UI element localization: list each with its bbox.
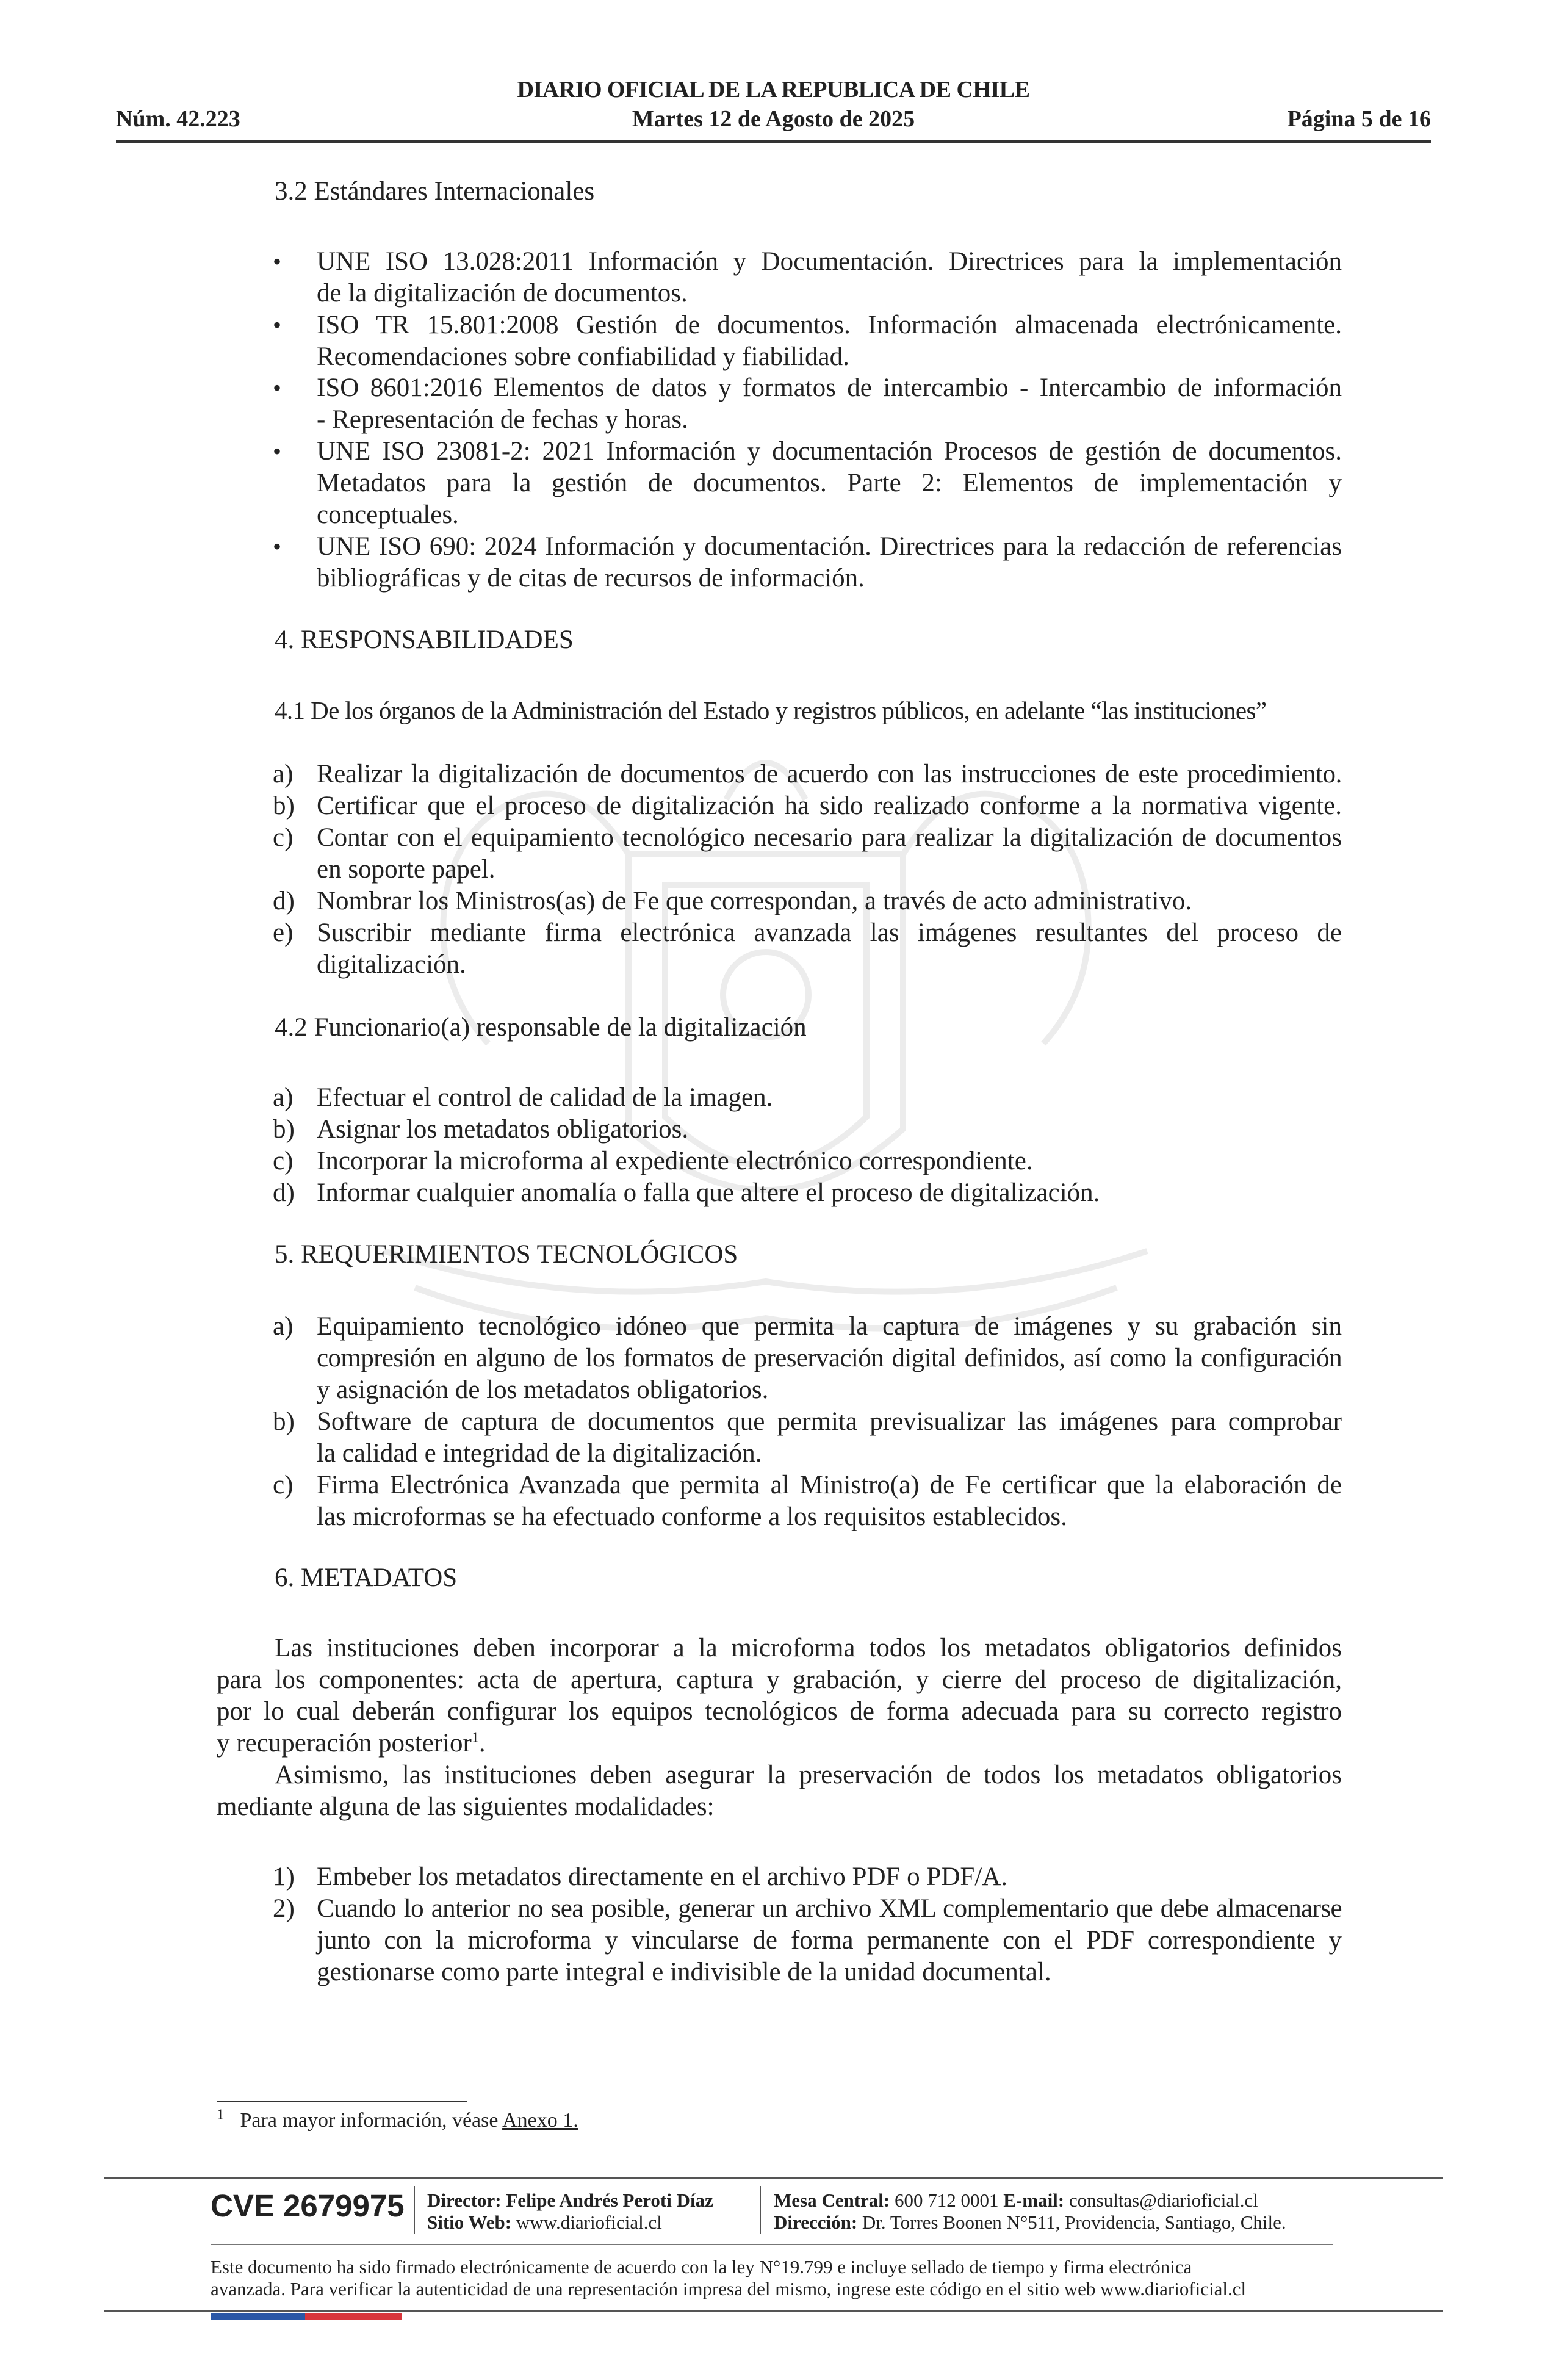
paragraph-end: .: [478, 1729, 486, 1758]
list-item-line: Nombrar los Ministros(as) de Fe que correspondan, a través de acto administrativo.: [317, 887, 1192, 915]
list-item-line: UNE ISO 13.028:2011 Información y Documentación. Directrices para la implementación: [317, 247, 1342, 276]
list-item-line: Contar con el equipamiento tecnológico necesario para realizar la digitalización de documentos: [317, 823, 1342, 852]
footnote-divider: [217, 2101, 467, 2102]
bullet-marker: •: [273, 248, 282, 275]
address-label: Dirección:: [774, 2212, 858, 2233]
bullet-marker: •: [273, 311, 282, 339]
section-heading: 3.2 Estándares Internacionales: [275, 177, 595, 206]
list-item-line: en soporte papel.: [317, 855, 495, 884]
list-item-line: compresión en alguno de los formatos de preservación digital definidos, así como la configuración: [317, 1344, 1342, 1372]
mesa-label: Mesa Central:: [774, 2190, 890, 2211]
paragraph-last-line: [217, 1728, 1342, 1759]
list-marker: a): [273, 1083, 294, 1112]
footnote-number: 1: [217, 2107, 224, 2123]
list-marker: d): [273, 1178, 295, 1207]
list-item-line: Realizar la digitalización de documentos de acuerdo con las instrucciones de este procedimiento.: [317, 760, 1342, 788]
list-item-line: gestionarse como parte integral e indivisible de la unidad documental.: [317, 1958, 1051, 1986]
list-item-line: junto con la microforma y vincularse de forma permanente con el PDF correspondiente y: [317, 1926, 1342, 1955]
bullet-marker: •: [273, 533, 282, 560]
list-item-line: Recomendaciones sobre confiabilidad y fiabilidad.: [317, 342, 849, 371]
signature-note-line: avanzada. Para verificar la autenticidad de una representación impresa del mismo, ingrese este código en el sitio web www.diarioficial.cl: [211, 2278, 1247, 2299]
list-item-line: Informar cualquier anomalía o falla que altere el proceso de digitalización.: [317, 1178, 1100, 1207]
signature-note-line: Este documento ha sido firmado electrónicamente de acuerdo con la ley N°19.799 e incluye sellado de tiempo y firma electrónica: [211, 2256, 1192, 2277]
paragraph-line: para los componentes: acta de apertura, captura y grabación, y cierre del proceso de digitalización,: [217, 1665, 1342, 1694]
list-marker: b): [273, 1407, 295, 1436]
list-marker: c): [273, 823, 294, 852]
footer-separator: [760, 2186, 761, 2234]
list-marker: b): [273, 792, 295, 820]
section-heading: 5. REQUERIMIENTOS TECNOLÓGICOS: [275, 1240, 738, 1269]
paragraph-line: mediante alguna de las siguientes modalidades:: [217, 1792, 715, 1821]
list-item-line: de la digitalización de documentos.: [317, 279, 688, 308]
footnote-reference[interactable]: 1: [471, 1729, 479, 1746]
subsection-heading: 4.1 De los órganos de la Administración del Estado y registros públicos, en adelante “las instituciones”: [275, 696, 1267, 724]
list-item-line: ISO TR 15.801:2008 Gestión de documentos. Información almacenada electrónicamente.: [317, 311, 1342, 339]
email-label: E-mail:: [1003, 2190, 1065, 2211]
page-number: Página 5 de 16: [1287, 106, 1431, 132]
list-item-line: Efectuar el control de calidad de la imagen.: [317, 1083, 773, 1112]
paragraph-line: Asimismo, las instituciones deben asegurar la preservación de todos los metadatos obligatorios: [275, 1761, 1342, 1789]
list-item-line: Asignar los metadatos obligatorios.: [317, 1115, 689, 1144]
list-item-line: Software de captura de documentos que permita previsualizar las imágenes para comprobar: [317, 1407, 1342, 1436]
list-item-line: Equipamiento tecnológico idóneo que permita la captura de imágenes y su grabación sin: [317, 1312, 1342, 1341]
list-item-line: Cuando lo anterior no sea posible, generar un archivo XML complementario que debe almacenarse: [317, 1894, 1342, 1923]
list-item-line: Suscribir mediante firma electrónica avanzada las imágenes resultantes del proceso de: [317, 918, 1342, 947]
list-item-line: conceptuales.: [317, 500, 459, 529]
list-item-line: Metadatos para la gestión de documentos. Parte 2: Elementos de implementación y: [317, 469, 1342, 497]
bullet-marker: •: [273, 374, 282, 402]
list-marker: a): [273, 760, 294, 788]
footer-contact-info: [774, 2190, 1286, 2234]
list-item-line: y asignación de los metadatos obligatorios.: [317, 1376, 769, 1404]
publication-title: DIARIO OFICIAL DE LA REPUBLICA DE CHILE: [517, 77, 1030, 103]
page-header: [116, 76, 1431, 145]
list-marker: b): [273, 1115, 295, 1144]
issue-number: Núm. 42.223: [116, 106, 240, 132]
footer-inner-divider: [211, 2244, 1333, 2245]
section-heading: 6. METADATOS: [275, 1563, 458, 1592]
section-heading: 4. RESPONSABILIDADES: [275, 626, 574, 654]
list-marker: c): [273, 1471, 294, 1499]
footnote: [217, 2107, 578, 2134]
annex-link[interactable]: Anexo 1.: [502, 2109, 578, 2132]
header-divider: [116, 140, 1431, 143]
list-item-line: Firma Electrónica Avanzada que permita al Ministro(a) de Fe certificar que la elaboración de: [317, 1471, 1342, 1499]
list-item-line: bibliográficas y de citas de recursos de información.: [317, 564, 865, 593]
list-marker: e): [273, 918, 294, 947]
list-marker: a): [273, 1312, 294, 1341]
email-link[interactable]: consultas@diarioficial.cl: [1068, 2190, 1258, 2211]
paragraph-text: y recuperación posterior: [217, 1729, 472, 1758]
list-item-line: UNE ISO 23081-2: 2021 Información y documentación Procesos de gestión de documentos.: [317, 437, 1342, 466]
list-item-line: las microformas se ha efectuado conforme a los requisitos establecidos.: [317, 1502, 1067, 1531]
list-item-line: - Representación de fechas y horas.: [317, 405, 688, 434]
list-item-line: digitalización.: [317, 950, 466, 979]
flag-stripe-red: [305, 2313, 402, 2320]
footer-divider: [104, 2177, 1443, 2179]
subsection-heading: 4.2 Funcionario(a) responsable de la digitalización: [275, 1013, 807, 1042]
cve-code: CVE 2679975: [211, 2188, 405, 2223]
list-item-line: UNE ISO 690: 2024 Información y documentación. Directrices para la redacción de referencias: [317, 532, 1342, 561]
bullet-marker: •: [273, 438, 282, 465]
list-item-line: la calidad e integridad de la digitalización.: [317, 1439, 762, 1468]
flag-stripe-blue: [211, 2313, 305, 2320]
issue-date: Martes 12 de Agosto de 2025: [632, 106, 915, 132]
website-link[interactable]: www.diarioficial.cl: [516, 2212, 662, 2233]
list-item-line: Embeber los metadatos directamente en el archivo PDF o PDF/A.: [317, 1863, 1008, 1891]
list-item-line: ISO 8601:2016 Elementos de datos y formatos de intercambio - Intercambio de información: [317, 373, 1342, 402]
footer-director-info: [427, 2190, 713, 2234]
list-marker: 2): [273, 1894, 295, 1923]
paragraph-line: Las instituciones deben incorporar a la microforma todos los metadatos obligatorios definidos: [275, 1634, 1342, 1662]
website-label: Sitio Web:: [427, 2212, 512, 2233]
list-item-line: Certificar que el proceso de digitalización ha sido realizado conforme a la normativa vigente.: [317, 792, 1342, 820]
mesa-phone: 600 712 0001: [895, 2190, 999, 2211]
list-marker: 1): [273, 1863, 295, 1891]
address-value: Dr. Torres Boonen N°511, Providencia, Santiago, Chile.: [862, 2212, 1286, 2233]
footnote-text: Para mayor información, véase: [240, 2109, 503, 2132]
footer-bottom-divider: [104, 2310, 1443, 2312]
list-item-line: Incorporar la microforma al expediente electrónico correspondiente.: [317, 1147, 1033, 1175]
footer-separator: [414, 2186, 415, 2234]
paragraph-line: por lo cual deberán configurar los equipos tecnológicos de forma adecuada para su correcto registro: [217, 1697, 1342, 1726]
director-name: Felipe Andrés Peroti Díaz: [506, 2190, 713, 2211]
director-label: Director:: [427, 2190, 502, 2211]
list-marker: c): [273, 1147, 294, 1175]
list-marker: d): [273, 887, 295, 915]
